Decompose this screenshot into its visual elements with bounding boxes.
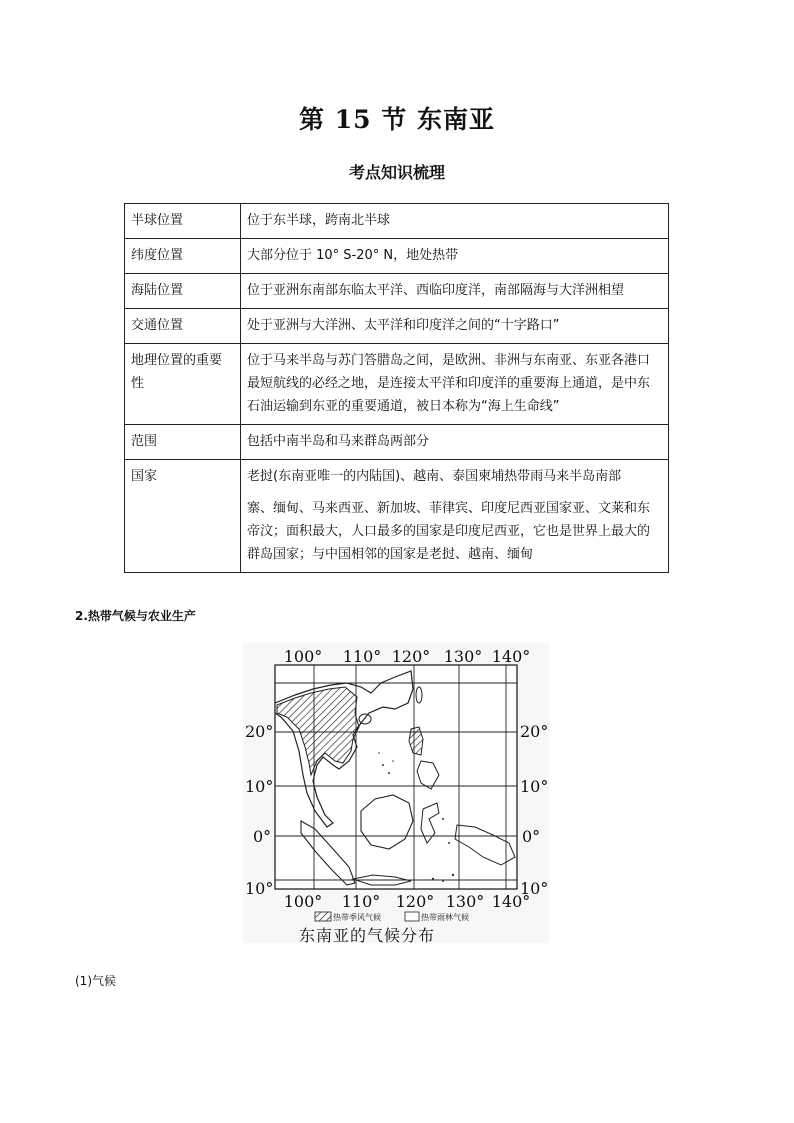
lon-label-top: 110° [342,647,382,666]
table-value [241,460,669,573]
legend-swatch-monsoon [315,912,331,921]
table-row [125,239,669,274]
lat-label-right: 10° [520,879,549,898]
lat-label-left: 20° [245,722,274,741]
table-value: 位于亚洲东南部东临太平洋、西临印度洋，南部隔海与大洋洲相望 [241,274,669,309]
section-heading: 2.热带气候与农业生产 [75,609,196,623]
lon-label-bottom: 140° [491,892,531,911]
table-row [125,204,669,239]
lon-label-bottom: 120° [395,892,435,911]
lat-label-right: 0° [522,827,541,846]
table-row [125,309,669,344]
table-key: 纬度位置 [125,239,241,274]
table-row [125,425,669,460]
table-value: 位于东半球，跨南北半球 [241,204,669,239]
table-key: 海陆位置 [125,274,241,309]
countries-text-2: 寨、缅甸、马来西亚、新加坡、菲律宾、印度尼西亚国家亚、文莱和东帝汶；面积最大，人口最多的国家是印度尼西亚，它也是世界上最大的群岛国家；与中国相邻的国家是老挝、越南、缅甸 [247,501,651,562]
lat-label-left: 10° [245,879,274,898]
table-row [125,274,669,309]
table-key: 国家 [125,460,241,573]
lat-label-right: 20° [520,722,549,741]
knowledge-table [124,203,669,573]
lon-label-top: 120° [391,647,431,666]
table-key: 地理位置的重要性 [125,344,241,425]
countries-text-1: 老挝(东南亚唯一的内陆国)、越南、泰国柬埔热带雨马来半岛南部 [247,469,622,484]
legend-label-rainforest: 热带雨林气候 [421,913,469,922]
climate-map [243,643,549,943]
table-key: 半球位置 [125,204,241,239]
lat-label-left: 10° [245,777,274,796]
table-key: 交通位置 [125,309,241,344]
lon-label-bottom: 110° [341,892,381,911]
map-caption: 东南亚的气候分布 [299,926,436,943]
table-value: 位于马来半岛与苏门答腊岛之间，是欧洲、非洲与东南亚、东亚各港口最短航线的必经之地，是连接太平洋和印度洋的重要海上通道，是中东石油运输到东亚的重要通道，被日本称为“海上生命线” [241,344,669,425]
lon-label-top: 100° [283,647,323,666]
lon-label-bottom: 130° [445,892,485,911]
table-key: 范围 [125,425,241,460]
climate-map-svg [243,643,549,943]
lat-label-right: 10° [520,777,549,796]
table-value: 处于亚洲与大洋洲、太平洋和印度洋之间的“十字路口” [241,309,669,344]
legend-label-monsoon: 热带季风气候 [333,913,381,922]
lon-label-bottom: 100° [283,892,323,911]
table-row [125,344,669,425]
lon-label-top: 140° [491,647,531,666]
table-value: 包括中南半岛和马来群岛两部分 [241,425,669,460]
legend-swatch-rainforest [405,912,419,921]
page-title: 第 15 节 东南亚 [299,105,495,134]
table-row [125,460,669,573]
table-value: 大部分位于 10° S-20° N，地处热带 [241,239,669,274]
section-subtitle: 考点知识梳理 [348,163,445,182]
subsection-heading: (1)气候 [75,974,116,988]
lon-label-top: 130° [443,647,483,666]
lat-label-left: 0° [253,827,272,846]
